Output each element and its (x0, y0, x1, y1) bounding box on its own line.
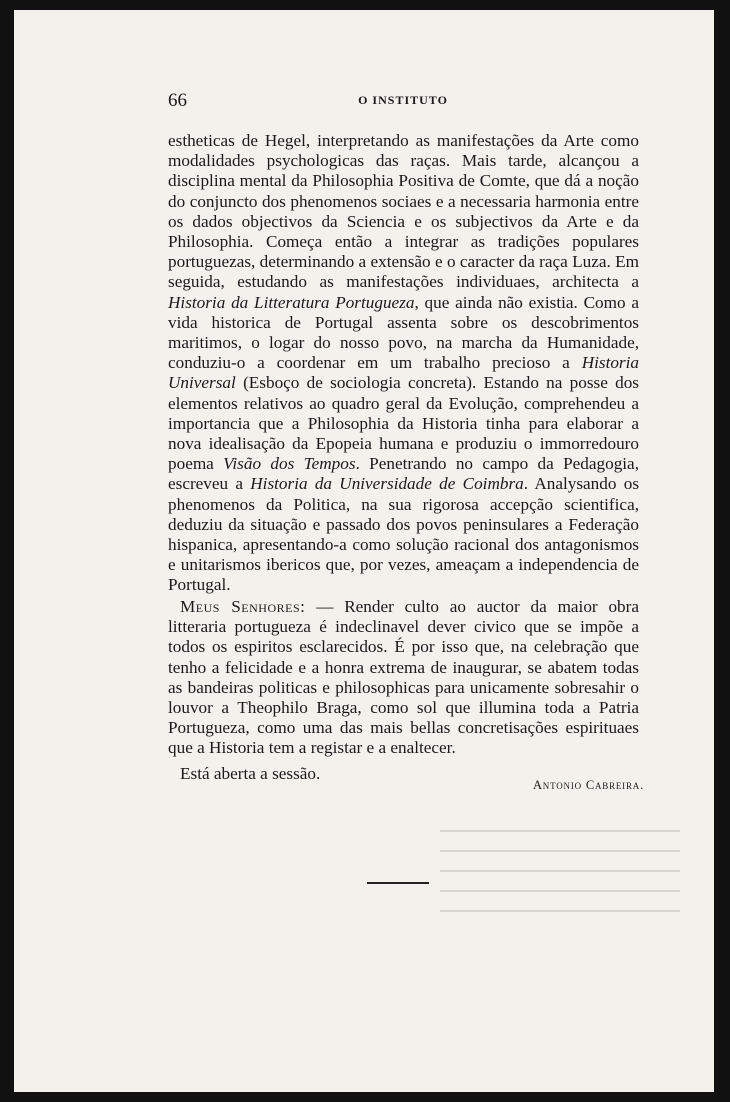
closing-line: Está aberta a sessão. (180, 764, 321, 783)
signature: Antonio Cabreira. (532, 778, 644, 792)
text-run: — Render culto ao auctor da maior obra litteraria portugueza é indeclinavel dever civico que se impõe a todos os espiritos esclarecidos. É por isso que, na celebração que tenho a felicidade e a honra extrema de inaugurar, se abatem todas as bandeiras politicas e philosophicas para unicamente sobresahir o louvor a Theophilo Braga, como sol que illumina toda a Patria Portugueza, como uma das mais bellas concretisações espirituaes que a Historia tem a registar e a enaltecer. (168, 597, 639, 758)
text-run: estheticas de Hegel, interpretando as manifestações da Arte como modalidades psychologicas das raças. Mais tarde, alcançou a disciplina mental da Philosophia Positiva de Comte, que dá a noção do conjuncto dos phenomenos sociaes e a necessaria harmonia entre os dados objectivos da Sciencia e os subjectivos da Arte e da Philosophia. Começa então a integrar as tradições populares portuguezas, determinando a extensão e o caracter da raça Luza. Em seguida, estudando as manifestações individuaes, architecta a (168, 131, 639, 292)
book-title: Historia Universal (168, 353, 639, 393)
body-paragraph-1 (168, 131, 639, 596)
text-run: . Penetrando no campo da Pedagogia, escreveu a (168, 454, 639, 494)
body-paragraph-2 (168, 597, 639, 759)
page-number: 66 (168, 90, 187, 111)
text-run: . Analysando os phenomenos da Politica, na sua rigorosa accepção scientifica, deduziu da situação e passado dos povos peninsulares a Federação hispanica, apresentando-a como solução racional dos antagonismos e unitarismos ibericos que, por vezes, ameaçam a independencia de Portugal. (168, 474, 640, 595)
address: Meus Senhores: (180, 597, 306, 616)
book-title: Historia da Universidade de Coimbra (250, 474, 524, 494)
divider-rule (367, 882, 429, 884)
book-title: Visão dos Tempos (223, 454, 356, 474)
running-title: O INSTITUTO (358, 93, 448, 107)
book-title: Historia da Litteratura Portugueza (168, 292, 415, 312)
text-run: , que ainda não existia. Como a vida historica de Portugal assenta sobre os descobrimentos maritimos, o logar do nosso povo, na marcha da Humanidade, conduziu-o a coordenar em um trabalho precioso a (168, 292, 639, 373)
text-run: (Esboço de sociologia concreta). Estando na posse dos elementos relativos ao quadro geral da Evolução, comprehendeu a importancia que a Philosophia da Historia tinha para elaborar a nova idealisação da Epopeia humana e produziu o immorredouro poema (168, 373, 639, 474)
page-header (168, 90, 638, 114)
show-through-text (440, 830, 680, 940)
